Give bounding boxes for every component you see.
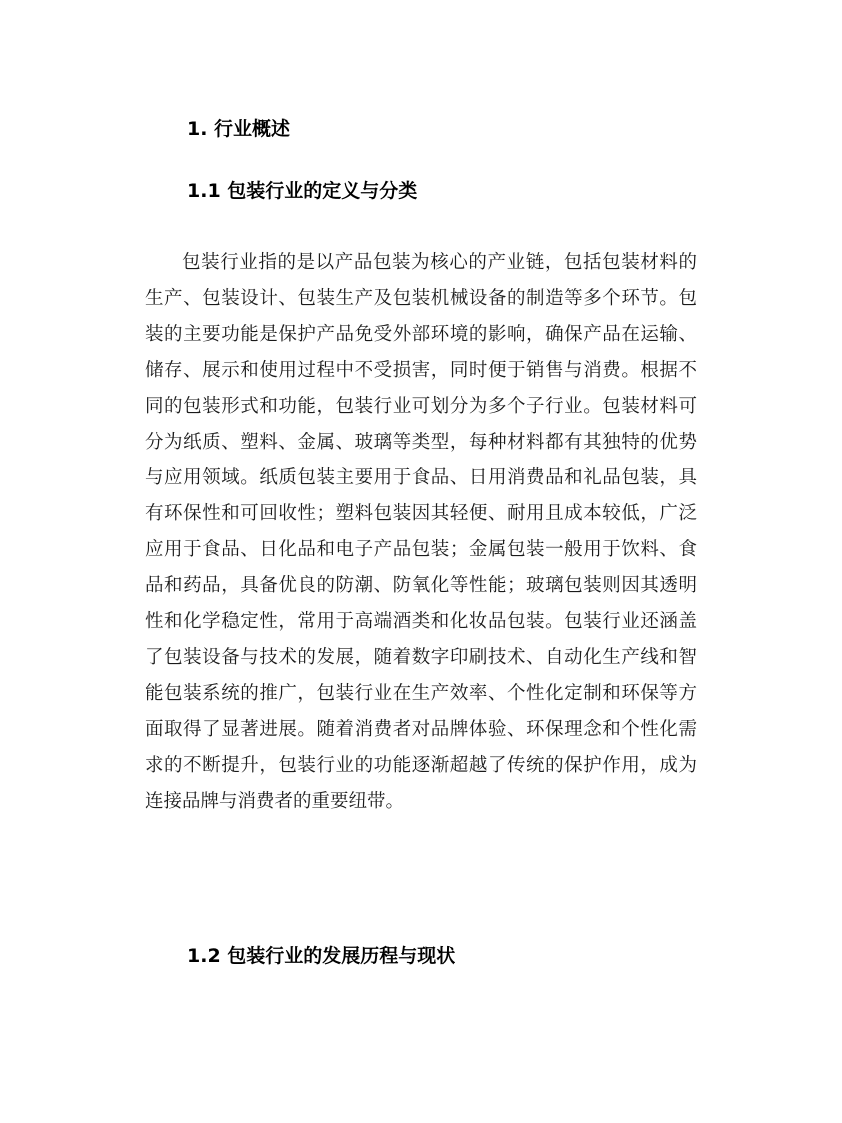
section-heading-1-2: 1.2 包装行业的发展历程与现状 [187, 945, 456, 967]
section-heading-1: 1. 行业概述 [187, 118, 291, 140]
body-paragraph: 包装行业指的是以产品包装为核心的产业链，包括包装材料的生产、包装设计、包装生产及包装机械设备的制造等多个环节。包装的主要功能是保护产品免受外部环境的影响，确保产品在运输、储存、展示和使用过程中不受损害，同时便于销售与消费。根据不同的包装形式和功能，包装行业可划分为多个子行业。包装材料可分为纸质、塑料、金属、玻璃等类型，每种材料都有其独特的优势与应用领域。纸质包装主要用于食品、日用消费品和礼品包装，具有环保性和可回收性；塑料包装因其轻便、耐用且成本较低，广泛应用于食品、日化品和电子产品包装；金属包装一般用于饮料、食品和药品，具备优良的防潮、防氧化等性能；玻璃包装则因其透明性和化学稳定性，常用于高端酒类和化妆品包装。包装行业还涵盖了包装设备与技术的发展，随着数字印刷技术、自动化生产线和智能包装系统的推广，包装行业在生产效率、个性化定制和环保等方面取得了显著进展。随着消费者对品牌体验、环保理念和个性化需求的不断提升，包装行业的功能逐渐超越了传统的保护作用，成为连接品牌与消费者的重要纽带。 [145, 252, 697, 812]
section-heading-1-1: 1.1 包装行业的定义与分类 [187, 180, 418, 202]
